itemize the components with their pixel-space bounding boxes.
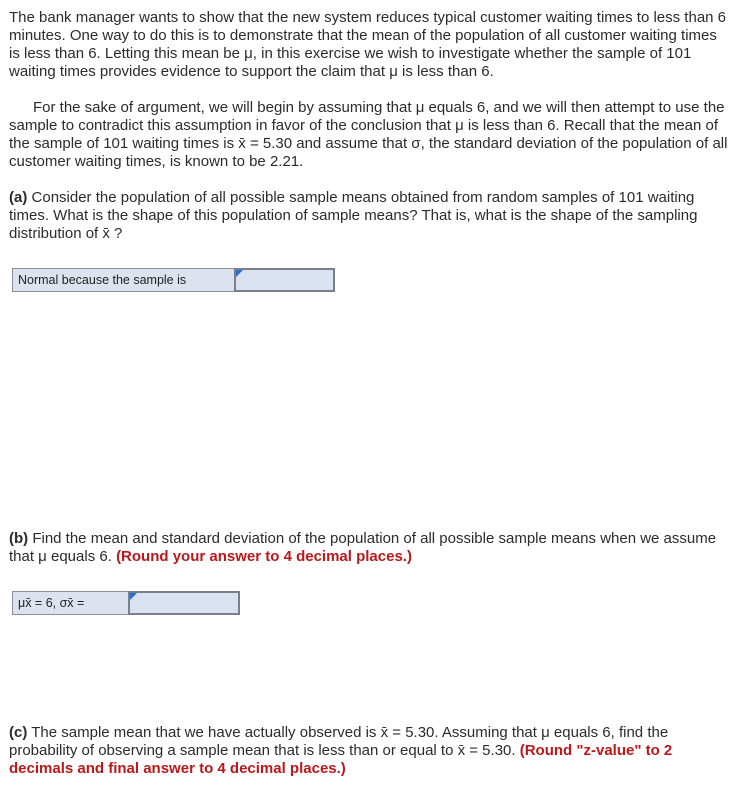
part-a-question	[9, 189, 731, 243]
part-b-answer-input[interactable]	[128, 591, 240, 615]
part-a-answer-dropdown[interactable]	[234, 268, 335, 292]
part-b-question	[9, 530, 731, 566]
part-c-question	[9, 724, 731, 778]
intro-paragraph-1: The bank manager wants to show that the new system reduces typical customer waiting times to less than 6 minutes. One way to do this is to demonstrate that the mean of the population of all customer waiting times is less than 6. Letting this mean be μ, in this exercise we wish to investigate whether the sample of 101 waiting times provides evidence to support the claim that μ is less than 6.	[9, 9, 727, 80]
part-b-text: Find the mean and standard deviation of the population of all possible sample means when we assume that μ equals 6.	[9, 530, 717, 565]
input-flag-icon	[130, 593, 137, 600]
part-b-label: (b)	[9, 530, 29, 547]
part-c-instruction: (Round "z-value" to 2 decimals and final answer to 4 decimal places.)	[9, 742, 673, 777]
part-c-text: The sample mean that we have actually observed is x̄ = 5.30. Assuming that μ equals 6, find the probability of observing a sample mean that is less than or equal to x̄ = 5.30.	[9, 724, 669, 759]
part-a-text: Consider the population of all possible sample means obtained from random samples of 101 waiting times. What is the shape of this population of sample means? That is, what is the shape of the sampling distribution of x̄ ?	[9, 189, 698, 242]
part-a-answer-row	[12, 268, 335, 292]
part-b-instruction: (Round your answer to 4 decimal places.)	[116, 548, 412, 565]
intro-paragraph-2: For the sake of argument, we will begin by assuming that μ equals 6, and we will then attempt to use the sample to contradict this assumption in favor of the conclusion that μ is less than 6. Recall that the mean of the sample of 101 waiting times is x̄ = 5.30 and assume that σ, the standard deviation of the population of all customer waiting times, is known to be 2.21.	[9, 99, 728, 170]
part-b-answer-prefix: μx̄ = 6, σx̄ =	[12, 591, 128, 615]
part-c-label: (c)	[9, 724, 28, 741]
part-a-answer-prefix: Normal because the sample is	[12, 268, 234, 292]
input-flag-icon	[236, 270, 243, 277]
part-b-answer-row	[12, 591, 240, 615]
part-a-label: (a)	[9, 189, 28, 206]
